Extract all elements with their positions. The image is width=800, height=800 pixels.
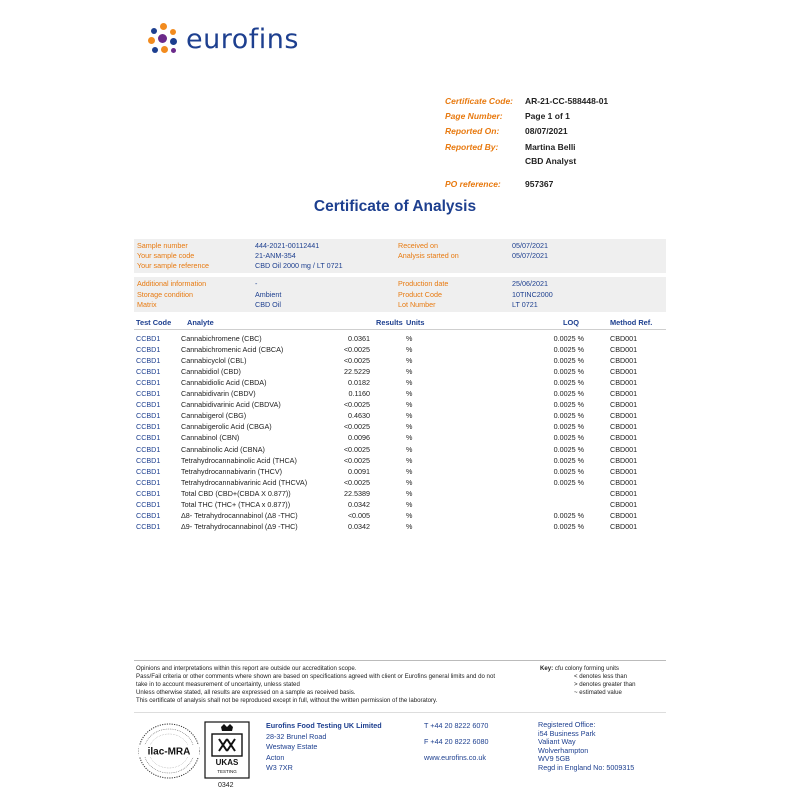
unit-cell: % <box>406 345 413 355</box>
analyte-cell: Cannabichromenic Acid (CBCA) <box>181 345 284 355</box>
footer-divider <box>134 712 666 713</box>
address-line: 28-32 Brunel Road <box>266 731 327 741</box>
method-ref-cell: CBD001 <box>610 334 638 343</box>
ukas-text: UKAS <box>215 758 239 767</box>
info-label: Matrix <box>137 300 157 309</box>
disclaimer-line: Pass/Fail criteria or other comments where shown are based on specifications agreed with client or Eurofins general limits and do not <box>136 673 496 680</box>
col-method-ref: Method Ref. <box>610 318 653 327</box>
info-label: Additional information <box>137 279 207 288</box>
product-info-row <box>134 279 666 290</box>
method-ref-cell: CBD001 <box>610 455 638 465</box>
unit-cell: % <box>406 422 413 432</box>
method-ref-cell: CBD001 <box>610 488 638 498</box>
page-number-label: Page Number: <box>445 111 503 121</box>
unit-cell: % <box>406 477 413 487</box>
reported-on-value: 08/07/2021 <box>525 126 568 136</box>
analyte-cell: Cannabinol (CBN) <box>181 433 240 443</box>
table-row <box>134 334 666 345</box>
eurofins-dots-icon <box>148 23 180 55</box>
product-info-block <box>134 277 666 312</box>
table-row <box>134 389 666 400</box>
method-ref-cell: CBD001 <box>610 466 638 476</box>
info-value: 444-2021-00112441 <box>255 241 320 250</box>
loq-cell: 0.0025 % <box>553 345 584 355</box>
loq-cell: 0.0025 % <box>553 422 584 432</box>
test-code-cell: CCBD1 <box>136 378 161 388</box>
company-address <box>266 721 382 774</box>
analyte-cell: Cannabidiolic Acid (CBDA) <box>181 378 267 388</box>
loq-cell: 0.0025 % <box>553 356 584 366</box>
footer-divider <box>134 660 666 661</box>
table-row <box>134 445 666 456</box>
key-item: < denotes less than <box>574 673 628 680</box>
address-line: i54 Business Park <box>538 728 596 738</box>
address-line: WV9 5GB <box>538 754 570 764</box>
analyte-cell: Tetrahydrocannabivarin (THCV) <box>181 466 283 476</box>
test-code-cell: CCBD1 <box>136 444 161 454</box>
test-code-cell: CCBD1 <box>136 433 161 443</box>
loq-cell: 0.0025 % <box>553 455 584 465</box>
ilac-mra-logo-icon <box>136 721 202 781</box>
certificate-code-value: AR-21-CC-588448-01 <box>525 96 609 106</box>
method-ref-cell: CBD001 <box>610 378 638 388</box>
table-row <box>134 522 666 533</box>
analyst-role-value: CBD Analyst <box>525 156 577 166</box>
loq-cell: 0.0025 % <box>553 334 584 343</box>
test-code-cell: CCBD1 <box>136 411 161 421</box>
analyte-cell: Cannabinolic Acid (CBNA) <box>181 444 265 454</box>
website-link[interactable]: www.eurofins.co.uk <box>424 752 486 762</box>
document-title: Certificate of Analysis <box>313 198 477 215</box>
test-code-cell: CCBD1 <box>136 367 161 377</box>
loq-cell: 0.0025 % <box>553 444 584 454</box>
phone-number: T +44 20 8222 6070 <box>424 721 489 730</box>
loq-cell: 0.0025 % <box>553 411 584 421</box>
company-name: Eurofins Food Testing UK Limited <box>266 721 382 730</box>
unit-cell: % <box>406 378 413 388</box>
unit-cell: % <box>406 444 413 454</box>
analyte-cell: Δ8- Tetrahydrocannabinol (Δ8 -THC) <box>181 510 298 520</box>
result-cell: 0.0342 <box>348 499 370 509</box>
address-line: Wolverhampton <box>538 745 589 755</box>
method-ref-cell: CBD001 <box>610 389 638 399</box>
address-line: W3 7XR <box>266 763 293 773</box>
method-ref-cell: CBD001 <box>610 356 638 366</box>
result-cell: <0.0025 <box>343 477 370 487</box>
sample-info-block <box>134 239 666 273</box>
table-row <box>134 456 666 467</box>
table-row <box>134 422 666 433</box>
reported-on-label: Reported On: <box>445 126 500 136</box>
key-item: ~ estimated value <box>574 689 622 696</box>
info-label: Sample number <box>137 241 188 250</box>
address-line: Acton <box>266 752 285 762</box>
unit-cell: % <box>406 411 413 421</box>
method-ref-cell: CBD001 <box>610 422 638 432</box>
table-row <box>134 367 666 378</box>
table-row <box>134 411 666 422</box>
test-code-cell: CCBD1 <box>136 389 161 399</box>
loq-cell: 0.0025 % <box>553 521 584 531</box>
results-table-header <box>134 318 666 330</box>
result-cell: <0.0025 <box>343 455 370 465</box>
table-row <box>134 511 666 522</box>
unit-cell: % <box>406 400 413 410</box>
unit-cell: % <box>406 334 413 343</box>
registration-number: Regd in England No: 5009315 <box>538 762 635 772</box>
key-item: cfu colony forming units <box>554 665 619 672</box>
ukas-accreditation-number: 0342 <box>218 782 234 789</box>
po-reference-label: PO reference: <box>445 179 501 189</box>
disclaimer-line: take in to account measurement of uncertainty, unless stated <box>136 681 300 688</box>
certificate-code-label: Certificate Code: <box>445 96 514 106</box>
method-ref-cell: CBD001 <box>610 367 638 377</box>
key-label: Key: <box>540 665 554 672</box>
result-cell: <0.0025 <box>343 400 370 410</box>
test-code-cell: CCBD1 <box>136 510 161 520</box>
company-contact <box>424 721 489 764</box>
table-row <box>134 356 666 367</box>
analyte-cell: Tetrahydrocannabinolic Acid (THCA) <box>181 455 297 465</box>
result-cell: 0.4630 <box>348 411 370 421</box>
key-first-line <box>540 665 668 673</box>
method-ref-cell: CBD001 <box>610 477 638 487</box>
loq-cell: 0.0025 % <box>553 367 584 377</box>
test-code-cell: CCBD1 <box>136 488 161 498</box>
info-value: Ambient <box>255 290 282 299</box>
result-cell: <0.0025 <box>343 345 370 355</box>
unit-cell: % <box>406 389 413 399</box>
info-label: Storage condition <box>137 290 193 299</box>
result-cell: 0.0182 <box>348 378 370 388</box>
table-row <box>134 400 666 411</box>
unit-cell: % <box>406 433 413 443</box>
reported-by-label: Reported By: <box>445 142 499 152</box>
page-number-value: Page 1 of 1 <box>525 111 570 121</box>
unit-cell: % <box>406 521 413 531</box>
disclaimer-line: Opinions and interpretations within this report are outside our accreditation scope. <box>136 665 357 672</box>
method-ref-cell: CBD001 <box>610 411 638 421</box>
info-value: 21-ANM-354 <box>255 251 296 260</box>
info-value: LT 0721 <box>512 300 538 309</box>
method-ref-cell: CBD001 <box>610 499 638 509</box>
registered-office-label: Registered Office: <box>538 720 596 729</box>
col-results: Results <box>376 318 403 327</box>
info-label: Analysis started on <box>398 251 459 260</box>
result-cell: 0.0096 <box>348 433 370 443</box>
method-ref-cell: CBD001 <box>610 433 638 443</box>
analyte-cell: Total CBD (CBD+(CBDA X 0.877)) <box>181 488 291 498</box>
unit-cell: % <box>406 466 413 476</box>
analyte-cell: Cannabichromene (CBC) <box>181 334 262 343</box>
loq-cell: 0.0025 % <box>553 466 584 476</box>
table-row <box>134 500 666 511</box>
result-cell: 0.0342 <box>348 521 370 531</box>
col-test-code: Test Code <box>136 318 172 327</box>
eurofins-wordmark: eurofins <box>186 23 299 55</box>
analyte-cell: Tetrahydrocannabivarinic Acid (THCVA) <box>181 477 308 487</box>
result-cell: <0.005 <box>347 510 370 520</box>
analyte-cell: Total THC (THC+ (THCA x 0.877)) <box>181 499 291 509</box>
info-value: 05/07/2021 <box>512 241 548 250</box>
info-label: Received on <box>398 241 438 250</box>
registered-office <box>538 721 634 773</box>
ukas-testing-text: TESTING <box>217 769 237 774</box>
unit-cell: % <box>406 510 413 520</box>
loq-cell: 0.0025 % <box>553 477 584 487</box>
test-code-cell: CCBD1 <box>136 400 161 410</box>
unit-cell: % <box>406 499 413 509</box>
table-row <box>134 478 666 489</box>
table-row <box>134 433 666 444</box>
analyte-cell: Cannabigerol (CBG) <box>181 411 247 421</box>
test-code-cell: CCBD1 <box>136 466 161 476</box>
unit-cell: % <box>406 356 413 366</box>
result-cell: <0.0025 <box>343 356 370 366</box>
reported-by-value: Martina Belli <box>525 142 576 152</box>
analyte-cell: Δ9- Tetrahydrocannabinol (Δ9 -THC) <box>181 521 298 531</box>
disclaimer-line: This certificate of analysis shall not be reproduced except in full, without the written permission of the laboratory. <box>136 697 438 704</box>
method-ref-cell: CBD001 <box>610 521 638 531</box>
eurofins-logo <box>148 22 299 56</box>
table-row <box>134 345 666 356</box>
test-code-cell: CCBD1 <box>136 477 161 487</box>
loq-cell: 0.0025 % <box>553 433 584 443</box>
sample-info-row <box>134 261 666 272</box>
result-cell: 0.0361 <box>348 334 370 343</box>
test-code-cell: CCBD1 <box>136 455 161 465</box>
address-line: Valiant Way <box>538 737 576 747</box>
loq-cell: 0.0025 % <box>553 378 584 388</box>
table-row <box>134 378 666 389</box>
ilac-mra-text: ilac-MRA <box>147 746 191 758</box>
info-label: Your sample reference <box>137 261 210 270</box>
test-code-cell: CCBD1 <box>136 334 161 343</box>
table-row <box>134 489 666 500</box>
disclaimer-line: Unless otherwise stated, all results are expressed on a sample as received basis. <box>136 689 356 696</box>
result-cell: 0.0091 <box>348 466 370 476</box>
loq-cell: 0.0025 % <box>553 400 584 410</box>
analyte-cell: Cannabigerolic Acid (CBGA) <box>181 422 272 432</box>
info-value: 10TINC2000 <box>512 290 553 299</box>
info-label: Product Code <box>398 290 442 299</box>
table-row <box>134 467 666 478</box>
analyte-cell: Cannabicyclol (CBL) <box>181 356 247 366</box>
analyte-cell: Cannabidivarin (CBDV) <box>181 389 256 399</box>
test-code-cell: CCBD1 <box>136 345 161 355</box>
test-code-cell: CCBD1 <box>136 499 161 509</box>
fax-number: F +44 20 8222 6080 <box>424 736 489 746</box>
result-cell: 22.5229 <box>344 367 370 377</box>
col-analyte: Analyte <box>187 318 214 327</box>
info-value: - <box>255 279 258 288</box>
key-legend <box>540 665 668 697</box>
result-cell: <0.0025 <box>343 422 370 432</box>
address-line: Westway Estate <box>266 742 318 752</box>
loq-cell: 0.0025 % <box>553 510 584 520</box>
loq-cell: 0.0025 % <box>553 389 584 399</box>
info-value: 05/07/2021 <box>512 251 548 260</box>
unit-cell: % <box>406 367 413 377</box>
info-value: CBD Oil 2000 mg / LT 0721 <box>255 261 343 270</box>
col-units: Units <box>406 318 425 327</box>
po-reference-value: 957367 <box>525 179 554 189</box>
method-ref-cell: CBD001 <box>610 345 638 355</box>
info-label: Lot Number <box>398 300 436 309</box>
result-cell: <0.0025 <box>343 444 370 454</box>
analyte-cell: Cannabidiol (CBD) <box>181 367 241 377</box>
info-value: CBD Oil <box>255 300 281 309</box>
unit-cell: % <box>406 488 413 498</box>
test-code-cell: CCBD1 <box>136 521 161 531</box>
col-loq: LOQ <box>563 318 580 327</box>
product-info-row <box>134 300 666 311</box>
method-ref-cell: CBD001 <box>610 510 638 520</box>
method-ref-cell: CBD001 <box>610 400 638 410</box>
info-label: Production date <box>398 279 449 288</box>
method-ref-cell: CBD001 <box>610 444 638 454</box>
ukas-logo-icon <box>204 721 250 779</box>
info-value: 25/06/2021 <box>512 279 548 288</box>
result-cell: 22.5389 <box>344 488 370 498</box>
key-item: > denotes greater than <box>574 681 636 688</box>
test-code-cell: CCBD1 <box>136 356 161 366</box>
test-code-cell: CCBD1 <box>136 422 161 432</box>
analyte-cell: Cannabidivarinic Acid (CBDVA) <box>181 400 281 410</box>
unit-cell: % <box>406 455 413 465</box>
result-cell: 0.1160 <box>348 389 370 399</box>
disclaimer-text <box>136 665 536 705</box>
info-label: Your sample code <box>137 251 195 260</box>
